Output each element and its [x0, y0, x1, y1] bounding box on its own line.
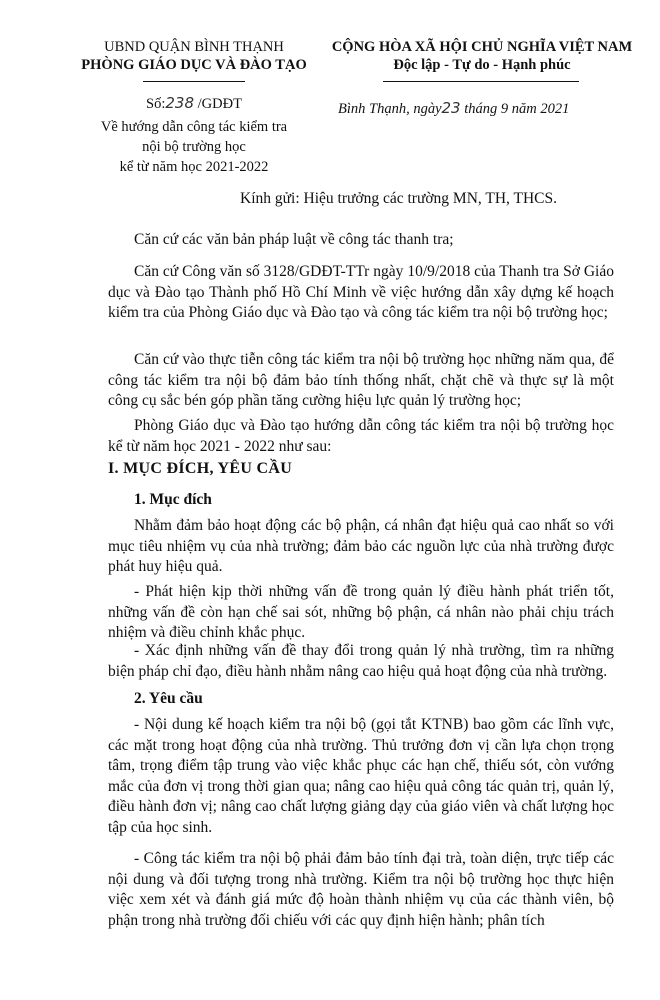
subject-block [60, 117, 328, 177]
document-number-handwritten: 238 [165, 94, 195, 112]
subsection-requirements-title: 2. Yêu cầu [134, 690, 203, 707]
date-prefix: Bình Thạnh, ngày [338, 101, 442, 117]
issue-date [338, 99, 658, 118]
recipient-line: Kính gửi: Hiệu trưởng các trường MN, TH, THCS. [240, 190, 557, 207]
subject-line: Về hướng dẫn công tác kiểm tra [100, 119, 288, 135]
purpose-bullet-identify: - Xác định những vấn đề thay đổi trong quản lý nhà trường, tìm ra những biện pháp chỉ đạo, điều hành nhằm nâng cao hiệu quả hoạt động của nhà trường. [108, 642, 614, 680]
motto-underline [383, 81, 579, 82]
subsection-purpose-title: 1. Mục đích [134, 491, 212, 508]
date-day-handwritten: 23 [441, 99, 461, 117]
subject-line: nội bộ trường học [142, 139, 246, 155]
national-motto-block [322, 38, 642, 75]
section-1-title: I. MỤC ĐÍCH, YÊU CẦU [108, 460, 293, 477]
purpose-bullet-detect: - Phát hiện kịp thời những vấn đề trong quản lý điều hành phát triển tốt, những vấn đề còn hạn chế sai sót, những bộ phận, cá nhân nào phải chịu trách nhiệm và điều chỉnh khắc phục. [108, 583, 614, 642]
document-number-suffix: /GDĐT [197, 96, 242, 112]
paragraph-official-letter: Căn cứ Công văn số 3128/GDĐT-TTr ngày 10/9/2018 của Thanh tra Sở Giáo dục và Đào tạo Thành phố Hồ Chí Minh về việc hướng dẫn xây dựng kế hoạch kiểm tra của Phòng Giáo dục và Đào tạo và công tác kiểm tra nội bộ trường học; [108, 263, 614, 322]
purpose-paragraph: Nhằm đảm bảo hoạt động các bộ phận, cá nhân đạt hiệu quả cao nhất so với mục tiêu nhiệm vụ của nhà trường; đảm bảo các nguồn lực của nhà trường được phát huy hiệu quả. [108, 517, 614, 576]
paragraph-practice: Căn cứ vào thực tiễn công tác kiểm tra nội bộ trường học những năm qua, để công tác kiểm tra nội bộ đảm bảo tính thống nhất, chặt chẽ và thực sự là một công cụ sắc bén góp phần tăng cường hiệu lực quản lý trường học; [108, 351, 614, 410]
national-motto: Độc lập - Tự do - Hạnh phúc [393, 57, 571, 73]
paragraph-legal-basis: Căn cứ các văn bản pháp luật về công tác thanh tra; [134, 231, 454, 248]
requirements-bullet-content: - Nội dung kế hoạch kiểm tra nội bộ (gọi tắt KTNB) bao gồm các lĩnh vực, các mặt trong hoạt động của nhà trường. Thủ trưởng đơn vị cần lựa chọn trọng tâm, trọng điểm tập trung vào việc khắc phục các hạn chế, thiếu sót, còn vướng mắc của đơn vị trong thời gian qua; nâng cao hiệu quả công tác quản trị, quản lý, điều hành đơn vị; nâng cao chất lượng giảng dạy của giáo viên và chất lượng học tập của học sinh. [108, 716, 614, 836]
requirements-bullet-scope: - Công tác kiểm tra nội bộ phải đảm bảo tính đại trà, toàn diện, trực tiếp các nội dung và đối tượng trong nhà trường. Kiểm tra nội bộ trường học thực hiện việc xem xét và đánh giá mức độ hoàn thành nhiệm vụ của các thành viên, bộ phận trong nhà trường đối chiếu với các quy định hiện hành; phân tích [108, 850, 614, 929]
paragraph-guidance-intro: Phòng Giáo dục và Đào tạo hướng dẫn công tác kiểm tra nội bộ trường học kể từ năm học 2021 - 2022 như sau: [108, 417, 614, 455]
document-number [60, 93, 328, 114]
document-number-prefix: Số: [146, 96, 166, 112]
issuer-underline [143, 81, 245, 82]
national-title: CỘNG HÒA XÃ HỘI CHỦ NGHĨA VIỆT NAM [331, 39, 633, 55]
issuer-department: PHÒNG GIÁO DỤC VÀ ĐÀO TẠO [81, 57, 307, 73]
date-suffix: tháng 9 năm 2021 [464, 101, 570, 117]
issuer-district: UBND QUẬN BÌNH THẠNH [104, 39, 284, 55]
subject-line: kể từ năm học 2021-2022 [119, 159, 269, 175]
issuer-block [60, 38, 328, 75]
